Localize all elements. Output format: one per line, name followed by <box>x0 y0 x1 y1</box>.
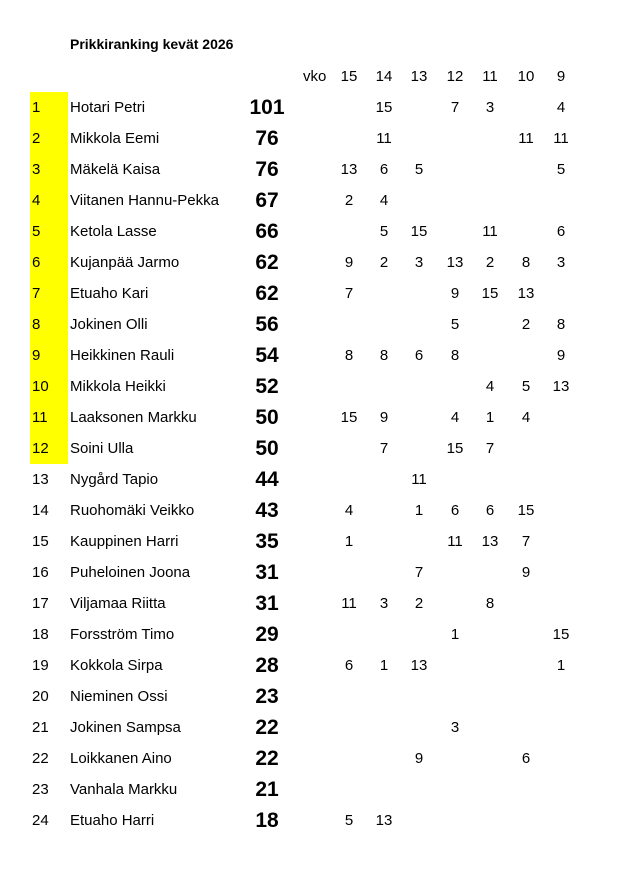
week-score-cell: 11 <box>553 130 569 147</box>
week-score-cell <box>401 92 437 123</box>
week-score-cell <box>543 278 579 309</box>
week-score-cell <box>437 557 473 588</box>
table-row <box>0 774 620 805</box>
week-score-cell <box>437 681 473 712</box>
total-score: 35 <box>255 530 279 553</box>
week-score-cell <box>401 526 437 557</box>
ranking-table <box>0 92 620 836</box>
week-score-cell: 8 <box>450 347 460 364</box>
total-score: 44 <box>255 468 279 491</box>
week-score-cell <box>472 123 508 154</box>
week-score-cell: 6 <box>450 502 460 519</box>
rank-cell: 7 <box>30 278 68 309</box>
week-score-cell: 7 <box>485 440 495 457</box>
total-score: 23 <box>255 685 279 708</box>
player-name: Laaksonen Markku <box>70 409 197 426</box>
week-score-cell <box>366 619 402 650</box>
week-score-cell: 13 <box>481 533 499 550</box>
week-score-cell: 15 <box>517 502 535 519</box>
total-score: 43 <box>255 499 279 522</box>
week-score-cell: 8 <box>521 254 531 271</box>
player-name: Forsström Timo <box>70 626 175 643</box>
total-score: 101 <box>249 96 285 119</box>
week-score-cell <box>508 619 544 650</box>
week-score-cell: 8 <box>379 347 389 364</box>
table-row <box>0 123 620 154</box>
week-score-cell <box>401 278 437 309</box>
week-score-cell <box>472 650 508 681</box>
rank-cell: 17 <box>32 595 49 612</box>
rank-cell: 19 <box>32 657 49 674</box>
rank-cell: 21 <box>32 719 49 736</box>
total-score: 29 <box>255 623 279 646</box>
week-score-cell <box>472 464 508 495</box>
week-score-cell <box>508 805 544 836</box>
week-score-cell <box>366 278 402 309</box>
week-score-cell: 4 <box>485 378 495 395</box>
week-score-cell: 11 <box>376 130 392 147</box>
week-score-cell <box>331 681 367 712</box>
week-score-cell <box>508 433 544 464</box>
total-score: 52 <box>255 375 279 398</box>
week-score-cell: 15 <box>410 223 428 240</box>
week-score-cell <box>508 774 544 805</box>
rank-cell: 5 <box>30 216 68 247</box>
player-name: Vanhala Markku <box>70 781 178 798</box>
rank-cell: 22 <box>32 750 49 767</box>
week-score-cell: 4 <box>556 99 566 116</box>
table-row <box>0 805 620 836</box>
total-score: 21 <box>255 778 279 801</box>
week-score-cell <box>331 557 367 588</box>
total-score: 31 <box>255 561 279 584</box>
table-row <box>0 92 620 123</box>
week-score-cell: 5 <box>556 161 566 178</box>
week-score-cell: 11 <box>482 223 498 240</box>
total-score: 62 <box>255 251 279 274</box>
week-score-cell: 13 <box>517 285 535 302</box>
table-row <box>0 743 620 774</box>
week-score-cell <box>472 619 508 650</box>
player-name: Etuaho Harri <box>70 812 155 829</box>
week-score-cell: 8 <box>485 595 495 612</box>
week-score-cell <box>437 371 473 402</box>
week-score-cell <box>543 185 579 216</box>
week-score-cell <box>366 495 402 526</box>
week-score-cell: 6 <box>414 347 424 364</box>
week-score-cell <box>401 619 437 650</box>
week-score-cell <box>437 650 473 681</box>
week-score-cell <box>543 712 579 743</box>
week-score-cell: 1 <box>556 657 566 674</box>
week-score-cell <box>331 92 367 123</box>
week-score-cell <box>543 681 579 712</box>
week-score-cell <box>508 92 544 123</box>
player-name: Nygård Tapio <box>70 471 159 488</box>
player-name: Mäkelä Kaisa <box>70 161 161 178</box>
table-row <box>0 309 620 340</box>
rank-cell: 1 <box>30 92 68 123</box>
week-score-cell <box>543 774 579 805</box>
week-score-cell <box>401 185 437 216</box>
week-score-cell <box>472 309 508 340</box>
week-score-cell <box>508 650 544 681</box>
week-score-cell <box>508 712 544 743</box>
week-score-cell <box>437 805 473 836</box>
week-header-cell: 13 <box>410 68 428 85</box>
week-score-cell: 1 <box>379 657 389 674</box>
week-score-cell <box>508 464 544 495</box>
player-name: Puheloinen Joona <box>70 564 191 581</box>
table-row <box>0 619 620 650</box>
rank-cell: 16 <box>32 564 49 581</box>
rank-cell: 4 <box>30 185 68 216</box>
week-score-cell: 2 <box>485 254 495 271</box>
table-row <box>0 557 620 588</box>
week-score-cell <box>366 557 402 588</box>
total-score: 22 <box>255 747 279 770</box>
week-score-cell <box>331 712 367 743</box>
rank-cell: 20 <box>32 688 49 705</box>
week-score-cell: 4 <box>521 409 531 426</box>
week-score-cell <box>508 681 544 712</box>
table-row <box>0 154 620 185</box>
week-score-cell: 9 <box>521 564 531 581</box>
week-score-cell <box>543 433 579 464</box>
week-score-cell: 8 <box>556 316 566 333</box>
table-row <box>0 650 620 681</box>
week-score-cell <box>366 681 402 712</box>
week-score-cell: 7 <box>344 285 354 302</box>
week-score-cell <box>437 588 473 619</box>
page-title: Prikkiranking kevät 2026 <box>70 36 234 52</box>
week-score-cell: 15 <box>552 626 570 643</box>
table-row <box>0 216 620 247</box>
week-score-cell <box>508 340 544 371</box>
week-score-cell <box>366 712 402 743</box>
week-score-cell <box>331 464 367 495</box>
week-score-cell: 2 <box>344 192 354 209</box>
week-score-cell: 4 <box>450 409 460 426</box>
player-name: Hotari Petri <box>70 99 146 116</box>
table-row <box>0 681 620 712</box>
total-score: 62 <box>255 282 279 305</box>
week-score-cell <box>543 526 579 557</box>
player-name: Etuaho Kari <box>70 285 149 302</box>
week-score-cell: 4 <box>379 192 389 209</box>
table-row <box>0 402 620 433</box>
table-row <box>0 433 620 464</box>
week-score-cell <box>437 216 473 247</box>
week-score-cell <box>543 557 579 588</box>
week-score-cell: 7 <box>450 99 460 116</box>
week-score-cell: 3 <box>556 254 566 271</box>
total-score: 76 <box>255 158 279 181</box>
week-score-cell <box>472 743 508 774</box>
week-score-cell <box>472 712 508 743</box>
week-score-cell <box>401 371 437 402</box>
week-score-cell: 3 <box>379 595 389 612</box>
week-score-cell <box>437 185 473 216</box>
rank-cell: 13 <box>32 471 49 488</box>
total-score: 50 <box>255 437 279 460</box>
week-score-cell <box>401 805 437 836</box>
week-score-cell <box>366 774 402 805</box>
week-score-cell: 5 <box>521 378 531 395</box>
week-score-cell <box>401 712 437 743</box>
week-score-cell <box>472 340 508 371</box>
total-score: 76 <box>255 127 279 150</box>
week-score-cell: 9 <box>556 347 566 364</box>
week-score-cell <box>508 154 544 185</box>
player-name: Nieminen Ossi <box>70 688 168 705</box>
week-score-cell <box>543 402 579 433</box>
week-score-cell <box>472 185 508 216</box>
week-header-cell: 14 <box>375 68 393 85</box>
week-score-cell <box>437 774 473 805</box>
week-header-cell: 9 <box>556 68 566 85</box>
week-score-cell <box>331 123 367 154</box>
week-score-cell: 5 <box>379 223 389 240</box>
week-score-cell: 2 <box>379 254 389 271</box>
player-name: Kokkola Sirpa <box>70 657 163 674</box>
player-name: Soini Ulla <box>70 440 134 457</box>
week-score-cell <box>401 681 437 712</box>
week-score-cell: 11 <box>447 533 463 550</box>
total-score: 54 <box>255 344 279 367</box>
total-score: 22 <box>255 716 279 739</box>
player-name: Viljamaa Riitta <box>70 595 166 612</box>
week-score-cell: 15 <box>375 99 393 116</box>
player-name: Mikkola Eemi <box>70 130 160 147</box>
week-score-cell <box>472 805 508 836</box>
week-score-cell: 1 <box>485 409 495 426</box>
week-score-cell <box>508 588 544 619</box>
week-score-cell <box>472 154 508 185</box>
player-name: Jokinen Olli <box>70 316 148 333</box>
rank-cell: 14 <box>32 502 49 519</box>
rank-cell: 15 <box>32 533 49 550</box>
player-name: Kujanpää Jarmo <box>70 254 180 271</box>
week-score-cell <box>472 681 508 712</box>
week-score-cell: 2 <box>521 316 531 333</box>
total-score: 56 <box>255 313 279 336</box>
rank-cell: 6 <box>30 247 68 278</box>
week-score-cell: 13 <box>375 812 393 829</box>
week-score-cell: 6 <box>521 750 531 767</box>
week-score-cell <box>543 805 579 836</box>
week-score-cell: 6 <box>344 657 354 674</box>
rank-cell: 2 <box>30 123 68 154</box>
week-score-cell <box>331 774 367 805</box>
week-score-cell: 15 <box>340 409 358 426</box>
week-score-cell: 6 <box>485 502 495 519</box>
week-label: vko <box>303 68 327 85</box>
week-score-cell: 9 <box>344 254 354 271</box>
week-score-cell: 13 <box>552 378 570 395</box>
week-score-cell <box>331 619 367 650</box>
week-score-cell: 7 <box>414 564 424 581</box>
week-header-cell: 10 <box>517 68 535 85</box>
total-score: 31 <box>255 592 279 615</box>
week-score-cell: 11 <box>411 471 427 488</box>
week-score-cell: 9 <box>414 750 424 767</box>
player-name: Ketola Lasse <box>70 223 157 240</box>
week-score-cell: 11 <box>341 595 357 612</box>
week-score-cell <box>401 402 437 433</box>
week-score-cell <box>366 464 402 495</box>
week-header-cell: 11 <box>482 68 498 85</box>
week-score-cell <box>331 216 367 247</box>
week-score-cell: 11 <box>518 130 534 147</box>
week-score-cell <box>401 123 437 154</box>
week-score-cell <box>437 464 473 495</box>
week-score-cell: 8 <box>344 347 354 364</box>
table-row <box>0 712 620 743</box>
week-header-row <box>0 65 620 87</box>
table-row <box>0 278 620 309</box>
player-name: Loikkanen Aino <box>70 750 172 767</box>
week-score-cell <box>366 743 402 774</box>
week-score-cell: 3 <box>450 719 460 736</box>
player-name: Jokinen Sampsa <box>70 719 181 736</box>
rank-cell: 9 <box>30 340 68 371</box>
week-score-cell <box>331 743 367 774</box>
player-name: Ruohomäki Veikko <box>70 502 195 519</box>
week-score-cell: 9 <box>450 285 460 302</box>
week-score-cell <box>543 495 579 526</box>
week-score-cell: 1 <box>414 502 424 519</box>
week-score-cell <box>508 216 544 247</box>
week-score-cell: 5 <box>450 316 460 333</box>
week-score-cell: 1 <box>344 533 354 550</box>
week-score-cell <box>543 464 579 495</box>
total-score: 67 <box>255 189 279 212</box>
rank-cell: 11 <box>30 402 68 433</box>
total-score: 18 <box>255 809 279 832</box>
rank-cell: 12 <box>30 433 68 464</box>
week-score-cell <box>437 743 473 774</box>
week-score-cell <box>472 774 508 805</box>
week-score-cell: 3 <box>485 99 495 116</box>
week-score-cell <box>472 557 508 588</box>
week-score-cell: 1 <box>450 626 460 643</box>
rank-cell: 18 <box>32 626 49 643</box>
player-name: Mikkola Heikki <box>70 378 166 395</box>
week-score-cell: 15 <box>481 285 499 302</box>
rank-cell: 8 <box>30 309 68 340</box>
table-row <box>0 340 620 371</box>
week-score-cell <box>331 309 367 340</box>
rank-cell: 24 <box>32 812 49 829</box>
week-score-cell: 7 <box>521 533 531 550</box>
week-header-cell: 15 <box>340 68 358 85</box>
week-score-cell: 13 <box>446 254 464 271</box>
week-score-cell: 5 <box>414 161 424 178</box>
rank-cell: 23 <box>32 781 49 798</box>
total-score: 50 <box>255 406 279 429</box>
table-row <box>0 588 620 619</box>
week-score-cell <box>437 154 473 185</box>
week-score-cell: 13 <box>340 161 358 178</box>
total-score: 66 <box>255 220 279 243</box>
week-score-cell <box>331 371 367 402</box>
week-score-cell <box>401 433 437 464</box>
player-name: Viitanen Hannu-Pekka <box>70 192 219 209</box>
player-name: Kauppinen Harri <box>70 533 179 550</box>
week-score-cell: 2 <box>414 595 424 612</box>
week-score-cell <box>401 774 437 805</box>
week-score-cell: 7 <box>379 440 389 457</box>
table-row <box>0 495 620 526</box>
week-score-cell <box>366 371 402 402</box>
week-header-cell: 12 <box>446 68 464 85</box>
week-score-cell <box>543 743 579 774</box>
week-score-cell <box>366 309 402 340</box>
week-score-cell: 5 <box>344 812 354 829</box>
week-score-cell: 6 <box>556 223 566 240</box>
week-score-cell: 4 <box>344 502 354 519</box>
week-score-cell: 15 <box>446 440 464 457</box>
player-name: Heikkinen Rauli <box>70 347 175 364</box>
rank-cell: 10 <box>30 371 68 402</box>
week-score-cell: 3 <box>414 254 424 271</box>
table-row <box>0 526 620 557</box>
rank-cell: 3 <box>30 154 68 185</box>
week-score-cell <box>366 526 402 557</box>
week-score-cell: 9 <box>379 409 389 426</box>
table-row <box>0 371 620 402</box>
week-score-cell <box>401 309 437 340</box>
week-score-cell: 6 <box>379 161 389 178</box>
week-score-cell: 13 <box>410 657 428 674</box>
table-row <box>0 247 620 278</box>
table-row <box>0 185 620 216</box>
week-score-cell <box>437 123 473 154</box>
table-row <box>0 464 620 495</box>
week-score-cell <box>543 588 579 619</box>
total-score: 28 <box>255 654 279 677</box>
week-score-cell <box>508 185 544 216</box>
week-score-cell <box>331 433 367 464</box>
